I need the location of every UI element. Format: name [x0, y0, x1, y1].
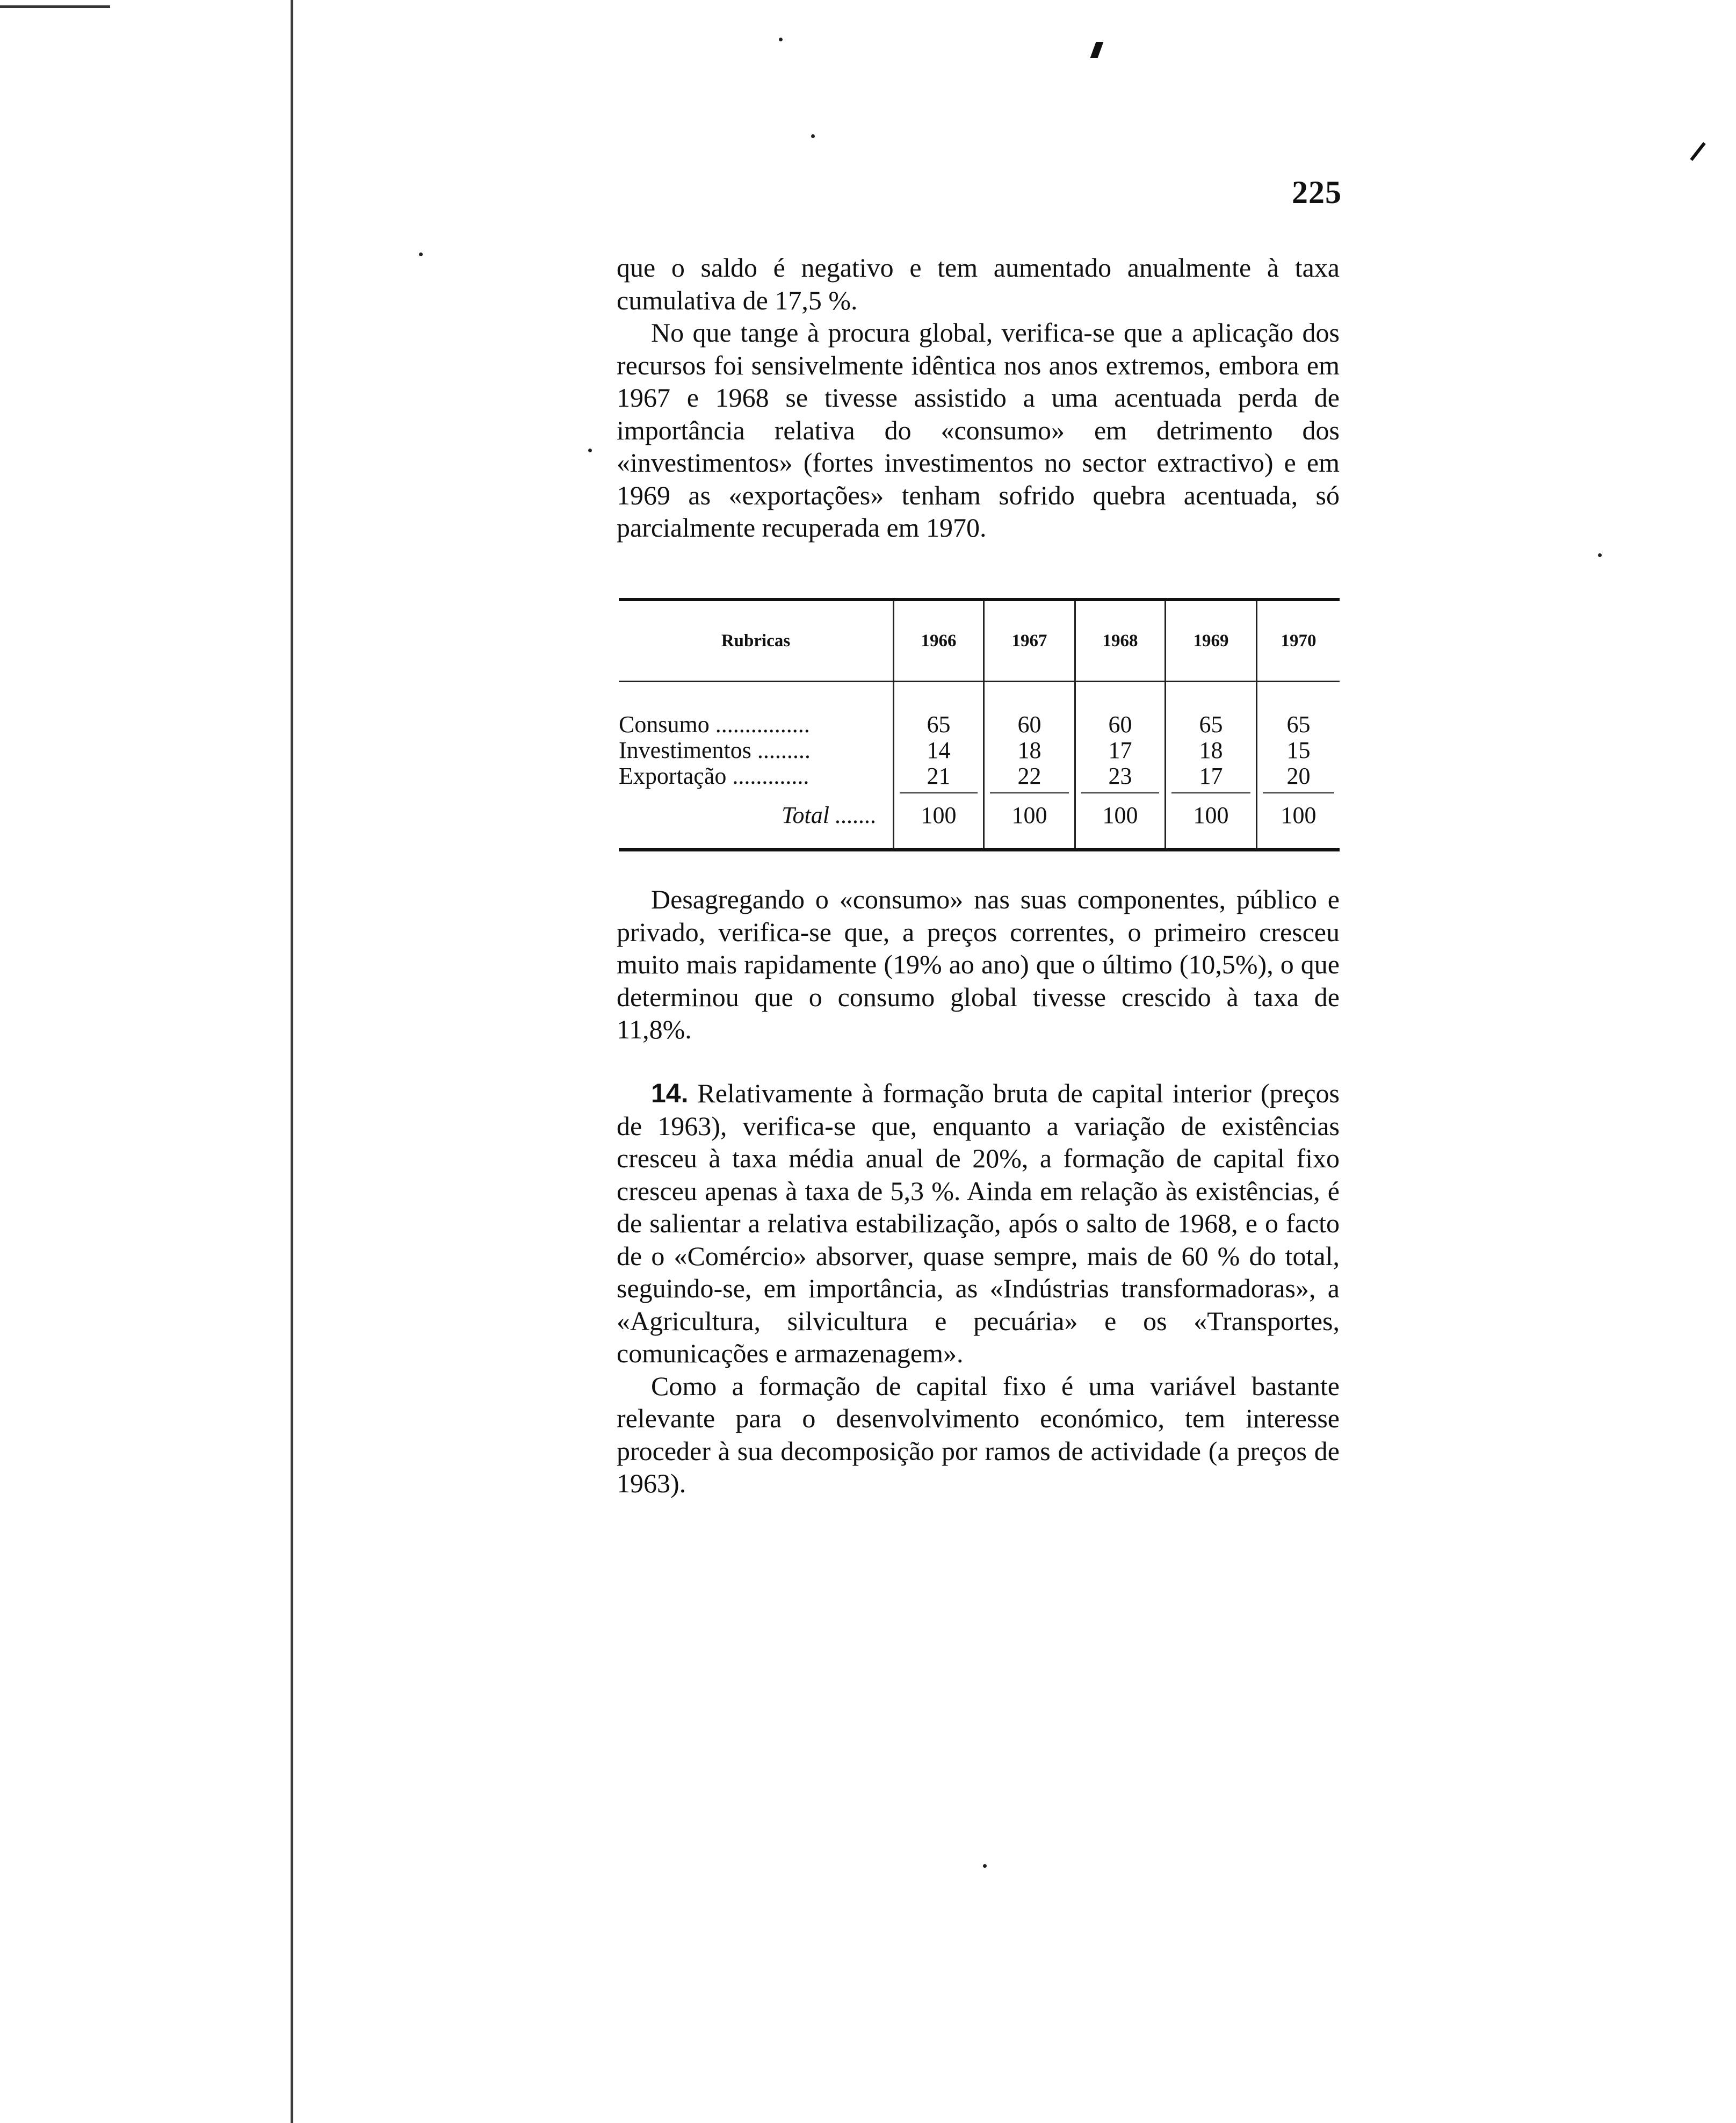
header-cell-year: 1969 [1164, 601, 1256, 681]
table-cell: 60 [1074, 712, 1164, 738]
total-label: Total ....... [782, 802, 877, 828]
table-body [619, 682, 1340, 789]
row-label: Consumo ................ [619, 712, 810, 738]
table-cell: 60 [983, 712, 1074, 738]
table-cell: 22 [983, 763, 1074, 789]
total-cell: 100 [1074, 797, 1164, 834]
data-table [619, 598, 1340, 851]
table-cell: 65 [1256, 712, 1340, 738]
paragraph [617, 1077, 1340, 1370]
paragraph: Como a formação de capital fixo é uma variável bastante relevante para o desenvolvimento económico, tem interesse proceder à sua decomposição por ramos de actividade (a preços de 1963). [617, 1370, 1340, 1498]
paragraph: Desagregando o «consumo» nas suas componentes, público e privado, verifica-se que, a preços correntes, o primeiro cresceu muito mais rapidamente (19% ao ano) que o último (10,5%), o que determinou que o consumo global tivesse crescido à taxa de 11,8%. [617, 884, 1340, 1044]
total-cell: 100 [1256, 797, 1340, 834]
paragraph: No que tange à procura global, verifica-se que a aplicação dos recursos foi sensivelmente idêntica nos anos extremos, embora em 1967 e 1968 se tivesse assistido a uma acentuada perda de importância relativa do «consumo» em detrimento dos «investimentos» (fortes investimentos no sector extractivo) e em 1969 as «exportações» tenham sofrido quebra acentuada, só parcialmente recuperada em 1970. [617, 317, 1340, 543]
table-cell: 20 [1256, 763, 1340, 789]
table-cell: 18 [983, 738, 1074, 763]
speck [983, 1864, 987, 1868]
table-header-row [619, 601, 1340, 681]
speck [1598, 553, 1602, 557]
table-cell: 65 [1164, 712, 1256, 738]
ink-mark [1090, 42, 1104, 58]
speck [779, 38, 783, 41]
table-cell: 17 [1074, 738, 1164, 763]
scan-edge-rule [0, 5, 110, 8]
paragraph-text: Relativamente à formação bruta de capital interior (preços de 1963), verifica-se que, enquanto a variação de existências cresceu à taxa média anual de 20%, a formação de capital fixo cresceu apenas à taxa de 5,3 %. Ainda em relação às existências, é de salientar a relativa estabilização, após o salto de 1968, e o facto de o «Comércio» absorver, quase sempre, mais de 60 % do total, seguindo-se, em importância, as «Indústrias transformadoras», a «Agricultura, silvicultura e pecuária» e os «Transportes, comunicações e armazenagem». [617, 1078, 1340, 1368]
total-cell: 100 [893, 797, 983, 834]
table-bottom-rule [619, 848, 1340, 851]
page-number: 225 [1292, 175, 1342, 210]
total-cell: 100 [983, 797, 1074, 834]
header-cell-rubricas: Rubricas [721, 631, 791, 651]
table-total-row [619, 797, 1340, 834]
row-label: Investimentos ......... [619, 738, 811, 763]
header-cell-year: 1966 [893, 601, 983, 681]
text-block-intro [617, 251, 1340, 544]
total-cell: 100 [1164, 797, 1256, 834]
table-cell: 17 [1164, 763, 1256, 789]
speck [419, 252, 423, 256]
text-block-consumo [617, 883, 1340, 1046]
paragraph: que o saldo é negativo e tem aumentado anualmente à taxa cumulativa de 17,5 %. [617, 252, 1340, 315]
table-cell: 15 [1256, 738, 1340, 763]
table-cell: 14 [893, 738, 983, 763]
table-cell: 65 [893, 712, 983, 738]
header-cell-year: 1970 [1256, 601, 1340, 681]
header-cell-year: 1968 [1074, 601, 1164, 681]
speck [588, 449, 592, 452]
header-cell-year: 1967 [983, 601, 1074, 681]
table-cell: 23 [1074, 763, 1164, 789]
speck [811, 134, 815, 138]
table-cell: 18 [1164, 738, 1256, 763]
binding-edge-line [291, 0, 293, 2123]
section-number: 14. [651, 1078, 689, 1108]
row-label: Exportação ............. [619, 763, 809, 789]
total-separator [619, 789, 1340, 797]
table-cell: 21 [893, 763, 983, 789]
ink-mark [1690, 142, 1705, 161]
text-block-section-14 [617, 1077, 1340, 1500]
